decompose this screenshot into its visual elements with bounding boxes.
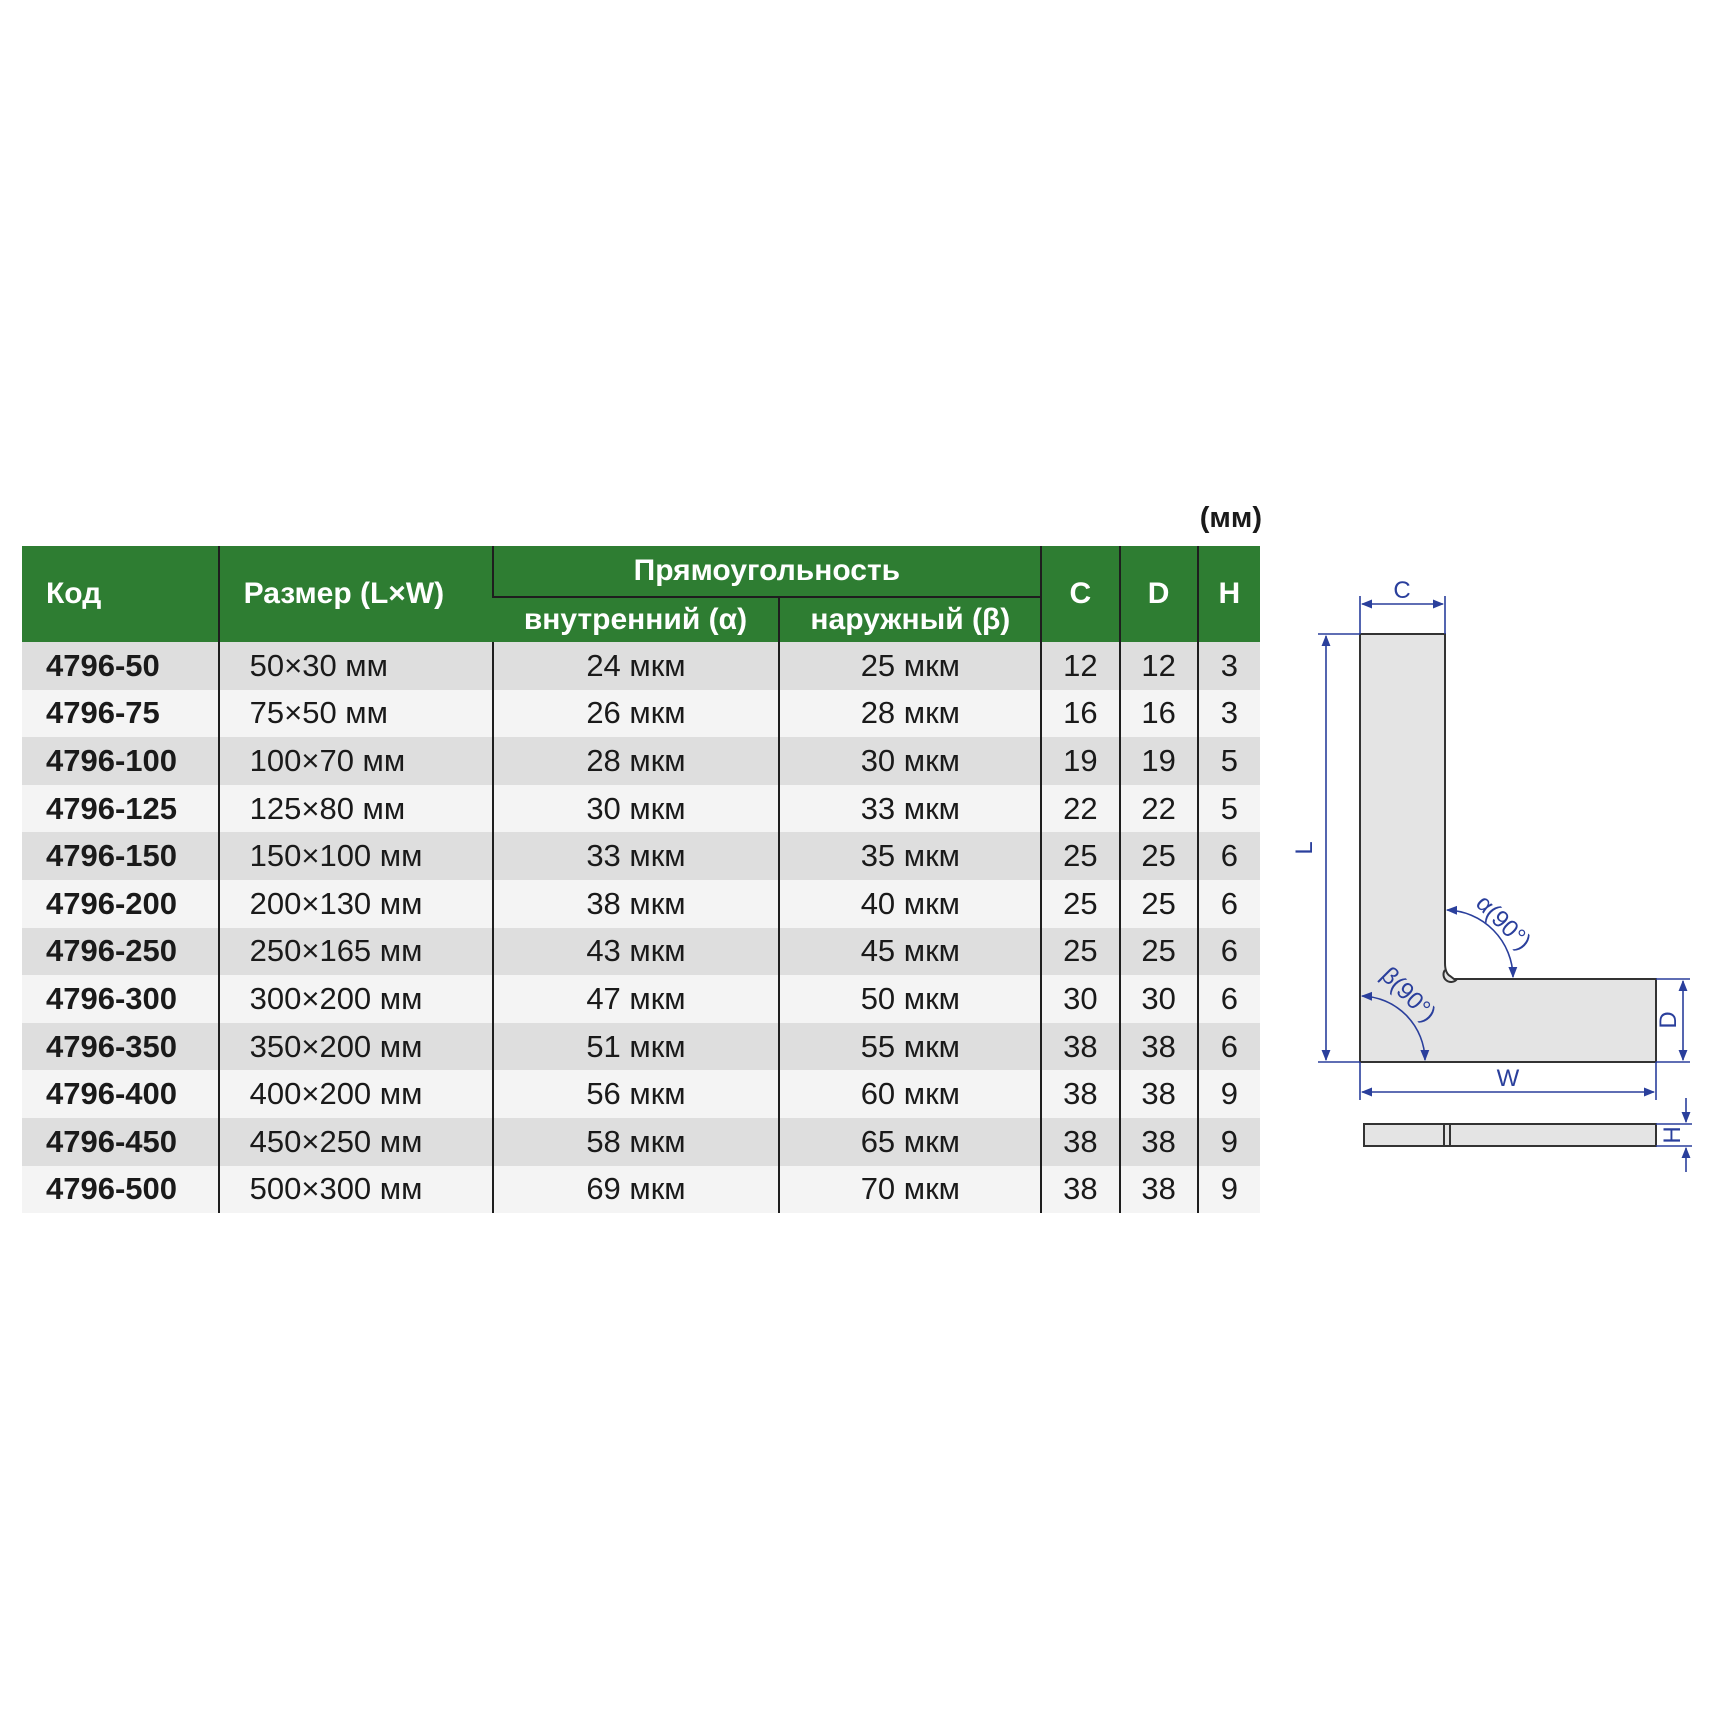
cell-c: 38 (1041, 1023, 1119, 1071)
cell-code: 4796-75 (22, 690, 219, 738)
cell-inner: 24 мкм (493, 642, 780, 690)
cell-d: 22 (1120, 785, 1198, 833)
cell-h: 6 (1198, 928, 1260, 976)
table-row (22, 1118, 1260, 1166)
unit-label: (мм) (1199, 502, 1262, 534)
cell-size: 100×70 мм (219, 737, 493, 785)
cell-outer: 60 мкм (779, 1070, 1041, 1118)
header-size: Размер (L×W) (219, 546, 493, 642)
header-outer: наружный (β) (779, 597, 1041, 642)
spec-table (22, 546, 1260, 1213)
cell-h: 3 (1198, 642, 1260, 690)
cell-c: 16 (1041, 690, 1119, 738)
cell-outer: 50 мкм (779, 975, 1041, 1023)
cell-outer: 55 мкм (779, 1023, 1041, 1071)
cell-inner: 69 мкм (493, 1166, 780, 1214)
cell-inner: 56 мкм (493, 1070, 780, 1118)
cell-h: 6 (1198, 832, 1260, 880)
cell-h: 9 (1198, 1118, 1260, 1166)
cell-inner: 58 мкм (493, 1118, 780, 1166)
cell-code: 4796-400 (22, 1070, 219, 1118)
table-row (22, 1070, 1260, 1118)
cell-code: 4796-300 (22, 975, 219, 1023)
cell-size: 200×130 мм (219, 880, 493, 928)
cell-code: 4796-250 (22, 928, 219, 976)
cell-inner: 47 мкм (493, 975, 780, 1023)
cell-c: 38 (1041, 1118, 1119, 1166)
cell-code: 4796-450 (22, 1118, 219, 1166)
square-diagram (1280, 560, 1700, 1200)
cell-outer: 70 мкм (779, 1166, 1041, 1214)
cell-h: 9 (1198, 1070, 1260, 1118)
cell-outer: 40 мкм (779, 880, 1041, 928)
cell-inner: 51 мкм (493, 1023, 780, 1071)
cell-d: 12 (1120, 642, 1198, 690)
cell-size: 125×80 мм (219, 785, 493, 833)
cell-outer: 30 мкм (779, 737, 1041, 785)
cell-inner: 43 мкм (493, 928, 780, 976)
cell-c: 12 (1041, 642, 1119, 690)
cell-d: 38 (1120, 1023, 1198, 1071)
cell-outer: 33 мкм (779, 785, 1041, 833)
h-label: H (1659, 1126, 1686, 1144)
cell-h: 6 (1198, 880, 1260, 928)
cell-outer: 65 мкм (779, 1118, 1041, 1166)
cell-outer: 25 мкм (779, 642, 1041, 690)
header-code: Код (22, 546, 219, 642)
cell-h: 5 (1198, 737, 1260, 785)
cell-d: 25 (1120, 880, 1198, 928)
cell-size: 350×200 мм (219, 1023, 493, 1071)
header-squareness: Прямоугольность (493, 546, 1042, 597)
cell-code: 4796-50 (22, 642, 219, 690)
cell-code: 4796-150 (22, 832, 219, 880)
cell-d: 16 (1120, 690, 1198, 738)
cell-outer: 45 мкм (779, 928, 1041, 976)
table-row (22, 1166, 1260, 1214)
cell-d: 38 (1120, 1070, 1198, 1118)
cell-size: 50×30 мм (219, 642, 493, 690)
w-label: W (1496, 1065, 1520, 1092)
cell-inner: 30 мкм (493, 785, 780, 833)
table-row (22, 785, 1260, 833)
cell-d: 38 (1120, 1166, 1198, 1214)
cell-code: 4796-100 (22, 737, 219, 785)
table-row (22, 1023, 1260, 1071)
cell-c: 38 (1041, 1166, 1119, 1214)
table-row (22, 832, 1260, 880)
cell-inner: 38 мкм (493, 880, 780, 928)
cell-code: 4796-200 (22, 880, 219, 928)
cell-outer: 28 мкм (779, 690, 1041, 738)
table-row (22, 975, 1260, 1023)
cell-h: 9 (1198, 1166, 1260, 1214)
cell-c: 30 (1041, 975, 1119, 1023)
cell-d: 38 (1120, 1118, 1198, 1166)
alpha-label: α(90°) (1470, 889, 1537, 956)
cell-size: 300×200 мм (219, 975, 493, 1023)
cell-c: 25 (1041, 832, 1119, 880)
c-label: C (1393, 577, 1411, 604)
cell-c: 25 (1041, 928, 1119, 976)
beta-label: β(90°) (1375, 961, 1442, 1028)
cell-outer: 35 мкм (779, 832, 1041, 880)
cell-c: 25 (1041, 880, 1119, 928)
cell-c: 38 (1041, 1070, 1119, 1118)
header-h: H (1198, 546, 1260, 642)
cell-size: 150×100 мм (219, 832, 493, 880)
cell-code: 4796-125 (22, 785, 219, 833)
cell-inner: 28 мкм (493, 737, 780, 785)
cell-c: 19 (1041, 737, 1119, 785)
header-inner: внутренний (α) (493, 597, 780, 642)
table-row (22, 642, 1260, 690)
cell-d: 30 (1120, 975, 1198, 1023)
cell-h: 5 (1198, 785, 1260, 833)
cell-inner: 33 мкм (493, 832, 780, 880)
header-d: D (1120, 546, 1198, 642)
cell-h: 3 (1198, 690, 1260, 738)
cell-size: 75×50 мм (219, 690, 493, 738)
table-body (22, 642, 1260, 1213)
table-row (22, 690, 1260, 738)
cell-code: 4796-500 (22, 1166, 219, 1214)
cell-d: 25 (1120, 928, 1198, 976)
l-label: L (1291, 841, 1318, 855)
table-row (22, 880, 1260, 928)
cell-d: 19 (1120, 737, 1198, 785)
cell-size: 400×200 мм (219, 1070, 493, 1118)
cell-size: 450×250 мм (219, 1118, 493, 1166)
cell-c: 22 (1041, 785, 1119, 833)
d-label: D (1655, 1011, 1682, 1029)
table-row (22, 737, 1260, 785)
cell-h: 6 (1198, 1023, 1260, 1071)
cell-size: 250×165 мм (219, 928, 493, 976)
header-c: C (1041, 546, 1119, 642)
table-header-row (22, 546, 1260, 597)
side-view-bar (1364, 1124, 1656, 1146)
cell-code: 4796-350 (22, 1023, 219, 1071)
cell-h: 6 (1198, 975, 1260, 1023)
table-row (22, 928, 1260, 976)
cell-inner: 26 мкм (493, 690, 780, 738)
cell-d: 25 (1120, 832, 1198, 880)
cell-size: 500×300 мм (219, 1166, 493, 1214)
